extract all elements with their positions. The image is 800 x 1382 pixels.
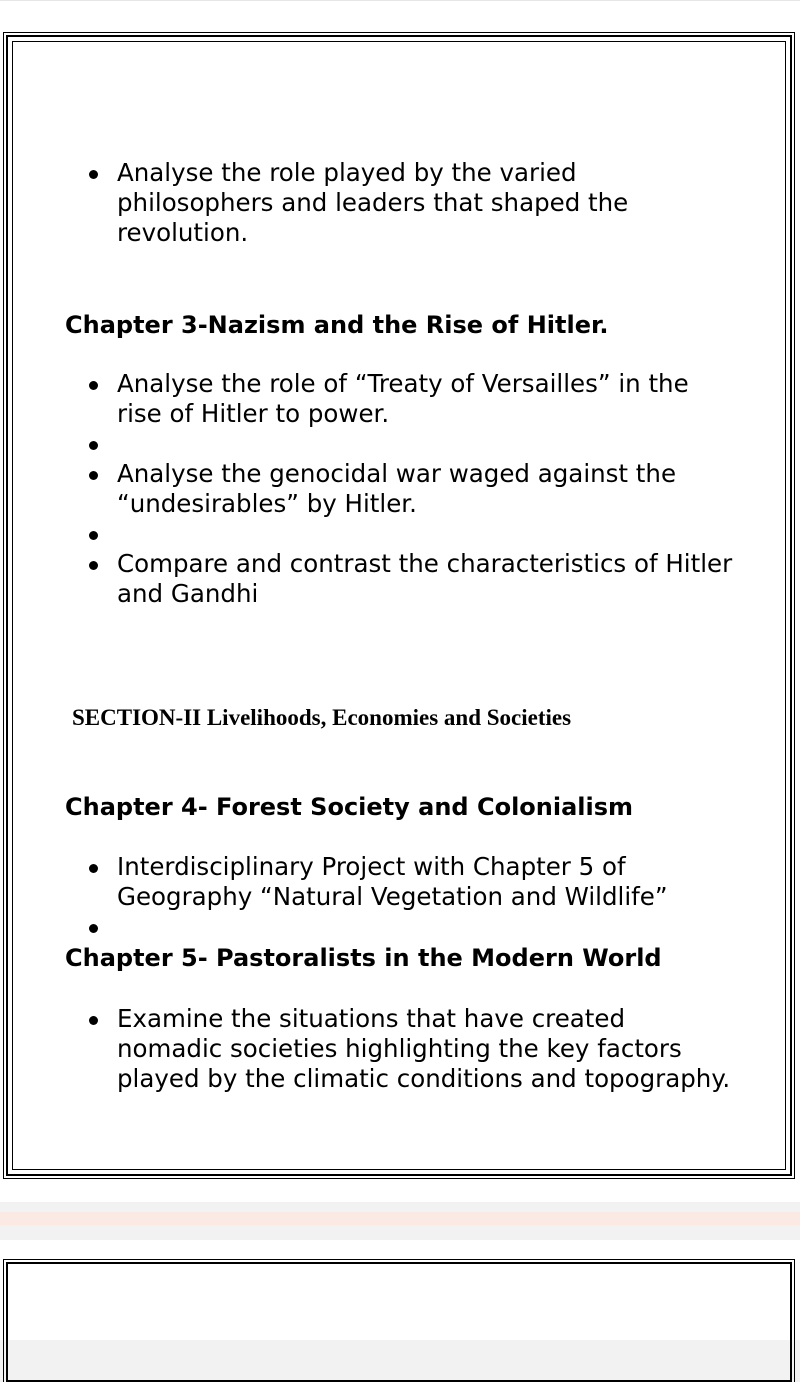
list-item: Analyse the role played by the varied philosophers and leaders that shaped the revolution. bbox=[0, 158, 737, 248]
section-2-heading: SECTION-II Livelihoods, Economies and Societies bbox=[72, 705, 572, 730]
chapter-5-list bbox=[0, 1004, 800, 1094]
bullet-icon bbox=[89, 531, 98, 540]
list-item: Analyse the role of “Treaty of Versailles” in the rise of Hitler to power. bbox=[0, 369, 737, 429]
chapter-3-heading: Chapter 3-Nazism and the Rise of Hitler. bbox=[65, 311, 609, 339]
bullet-icon bbox=[89, 864, 98, 873]
page-border bbox=[6, 1262, 792, 1382]
chapter-5-heading: Chapter 5- Pastoralists in the Modern World bbox=[65, 944, 662, 972]
list-item-empty bbox=[0, 519, 737, 549]
bullet-icon bbox=[89, 1016, 98, 1025]
bullet-icon bbox=[89, 924, 98, 933]
list-item-empty bbox=[0, 429, 737, 459]
bullet-icon bbox=[89, 170, 98, 179]
list-item: Interdisciplinary Project with Chapter 5 of Geography “Natural Vegetation and Wildlife” bbox=[0, 852, 737, 912]
chapter-4-heading: Chapter 4- Forest Society and Colonialism bbox=[65, 793, 634, 821]
chapter-4-list bbox=[0, 852, 800, 942]
list-item-empty bbox=[0, 912, 737, 942]
chapter-3-list bbox=[0, 369, 800, 609]
next-document-page bbox=[0, 1240, 800, 1340]
bullet-icon bbox=[89, 561, 98, 570]
bullet-icon bbox=[89, 471, 98, 480]
intro-bullet-list bbox=[0, 158, 800, 248]
list-item: Examine the situations that have created nomadic societies highlighting the key factors played by the climatic conditions and topography. bbox=[0, 1004, 737, 1094]
bullet-icon bbox=[89, 381, 98, 390]
bullet-icon bbox=[89, 441, 98, 450]
list-item: Analyse the genocidal war waged against the “undesirables” by Hitler. bbox=[0, 459, 737, 519]
page-separator bbox=[0, 1212, 800, 1225]
list-item: Compare and contrast the characteristics of Hitler and Gandhi bbox=[0, 549, 737, 609]
